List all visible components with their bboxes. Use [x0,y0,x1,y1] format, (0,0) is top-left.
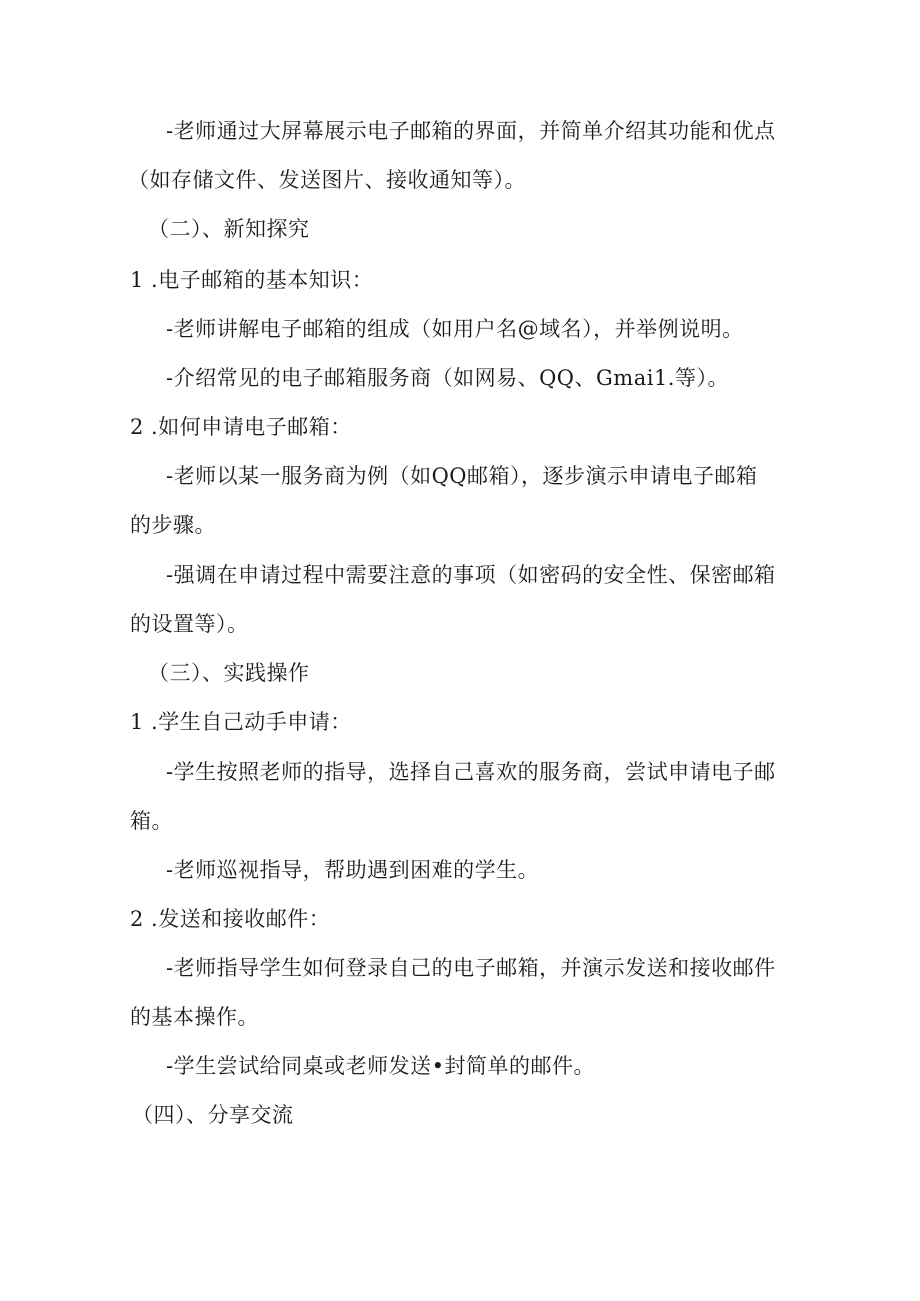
paragraph-line: -学生按照老师的指导，选择自己喜欢的服务商，尝试申请电子邮 [166,760,776,784]
numbered-heading: 2 .发送和接收邮件： [130,907,331,931]
section-heading: （四）、分享交流 [132,1103,294,1127]
paragraph-line: 的基本操作。 [130,1005,259,1029]
paragraph-line: -老师通过大屏幕展示电子邮箱的界面，并简单介绍其功能和优点 [166,119,776,143]
paragraph-line: -强调在申请过程中需要注意的事项（如密码的安全性、保密邮箱 [166,563,776,587]
paragraph-line: 的步骤。 [130,513,216,537]
numbered-heading: 1 .电子邮箱的基本知识： [130,268,374,292]
paragraph-line: （如存储文件、发送图片、接收通知等）。 [128,168,526,192]
paragraph-line: -老师指导学生如何登录自己的电子邮箱，并演示发送和接收邮件 [166,956,776,980]
numbered-heading: 1 .学生自己动手申请： [130,710,352,734]
paragraph-line: -老师讲解电子邮箱的组成（如用户名@域名），并举例说明。 [166,317,744,341]
paragraph-line: 的设置等）。 [130,612,249,636]
section-heading: （三）、实践操作 [148,661,310,685]
paragraph-line: -介绍常见的电子邮箱服务商（如网易、QQ、Gmai1.等）。 [166,366,729,390]
paragraph-line: -老师巡视指导，帮助遇到困难的学生。 [166,858,540,882]
numbered-heading: 2 .如何申请电子邮箱： [130,415,352,439]
section-heading: （二）、新知探究 [148,217,310,241]
paragraph-line: 箱。 [130,809,173,833]
paragraph-line: -老师以某一服务商为例（如QQ邮箱），逐步演示申请电子邮箱 [166,464,758,488]
paragraph-line: -学生尝试给同桌或老师发送•封简单的邮件。 [166,1054,595,1078]
